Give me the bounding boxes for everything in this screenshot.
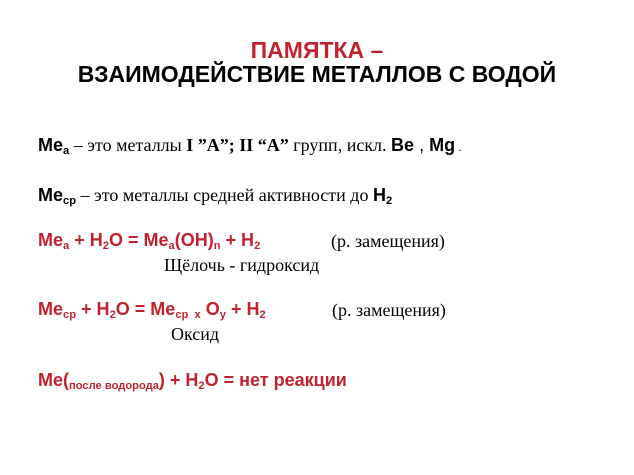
subscript-2: 2 bbox=[259, 308, 266, 321]
definition-me-cp bbox=[38, 184, 392, 206]
me-symbol: Me bbox=[38, 299, 64, 319]
hydrogen-symbol: H bbox=[372, 185, 386, 205]
subscript-2: 2 bbox=[102, 239, 109, 252]
subscript-cp: ср bbox=[63, 194, 77, 207]
subscript-a: a bbox=[168, 239, 175, 252]
subscript-2: 2 bbox=[198, 379, 205, 392]
subscript-y: y bbox=[219, 308, 226, 321]
title-line-1: ПАМЯТКА – bbox=[250, 37, 384, 63]
me-symbol: Me bbox=[38, 230, 64, 250]
trailing-dot: . bbox=[455, 140, 462, 154]
equation-2 bbox=[38, 298, 266, 320]
plus-h: + H bbox=[76, 299, 110, 319]
subscript-2: 2 bbox=[109, 308, 116, 321]
subscript-a: a bbox=[63, 239, 70, 252]
definition-text: – это металлы bbox=[69, 135, 187, 155]
product-label-1: Щёлочь - гидроксид bbox=[164, 255, 320, 275]
be-symbol: Be bbox=[391, 135, 415, 155]
me-symbol: Me bbox=[38, 135, 64, 155]
subscript-2: 2 bbox=[254, 239, 261, 252]
plus-h: + H bbox=[220, 230, 255, 250]
definition-text: – это металлы средней активности до bbox=[76, 185, 373, 205]
groups-tail: групп, искл. bbox=[288, 135, 392, 155]
hydroxide-group: (OH) bbox=[174, 230, 214, 250]
no-reaction-text: O = нет реакции bbox=[204, 370, 347, 390]
o-equals-me: O = Me bbox=[115, 299, 176, 319]
groups-text: I ”A”; II “A” bbox=[186, 135, 289, 155]
equation-3 bbox=[38, 369, 347, 391]
comma: , bbox=[414, 135, 430, 155]
mg-symbol: Mg bbox=[429, 135, 456, 155]
title-line-2: ВЗАИМОДЕЙСТВИЕ МЕТАЛЛОВ С ВОДОЙ bbox=[77, 61, 557, 87]
reaction-note-1: (р. замещения) bbox=[331, 231, 445, 251]
plus-h: + H bbox=[225, 299, 260, 319]
oxygen-symbol: O bbox=[200, 299, 220, 319]
subscript-2: 2 bbox=[385, 194, 393, 207]
subscript-n: n bbox=[213, 239, 221, 252]
equation-1 bbox=[38, 229, 260, 251]
reaction-note-2: (р. замещения) bbox=[332, 300, 446, 320]
product-label-2: Оксид bbox=[171, 324, 220, 344]
subscript-after-hydrogen: после водорода bbox=[69, 379, 159, 392]
plus-h: + H bbox=[69, 230, 103, 250]
o-equals-me: O = Me bbox=[108, 230, 169, 250]
plus-h: ) + H bbox=[158, 370, 199, 390]
subscript-a: a bbox=[63, 144, 70, 157]
me-symbol: Me bbox=[38, 185, 64, 205]
subscript-cp-x: ср x bbox=[175, 308, 201, 321]
definition-me-a bbox=[38, 134, 462, 158]
subscript-cp: ср bbox=[63, 308, 77, 321]
me-open: Me( bbox=[38, 370, 69, 390]
